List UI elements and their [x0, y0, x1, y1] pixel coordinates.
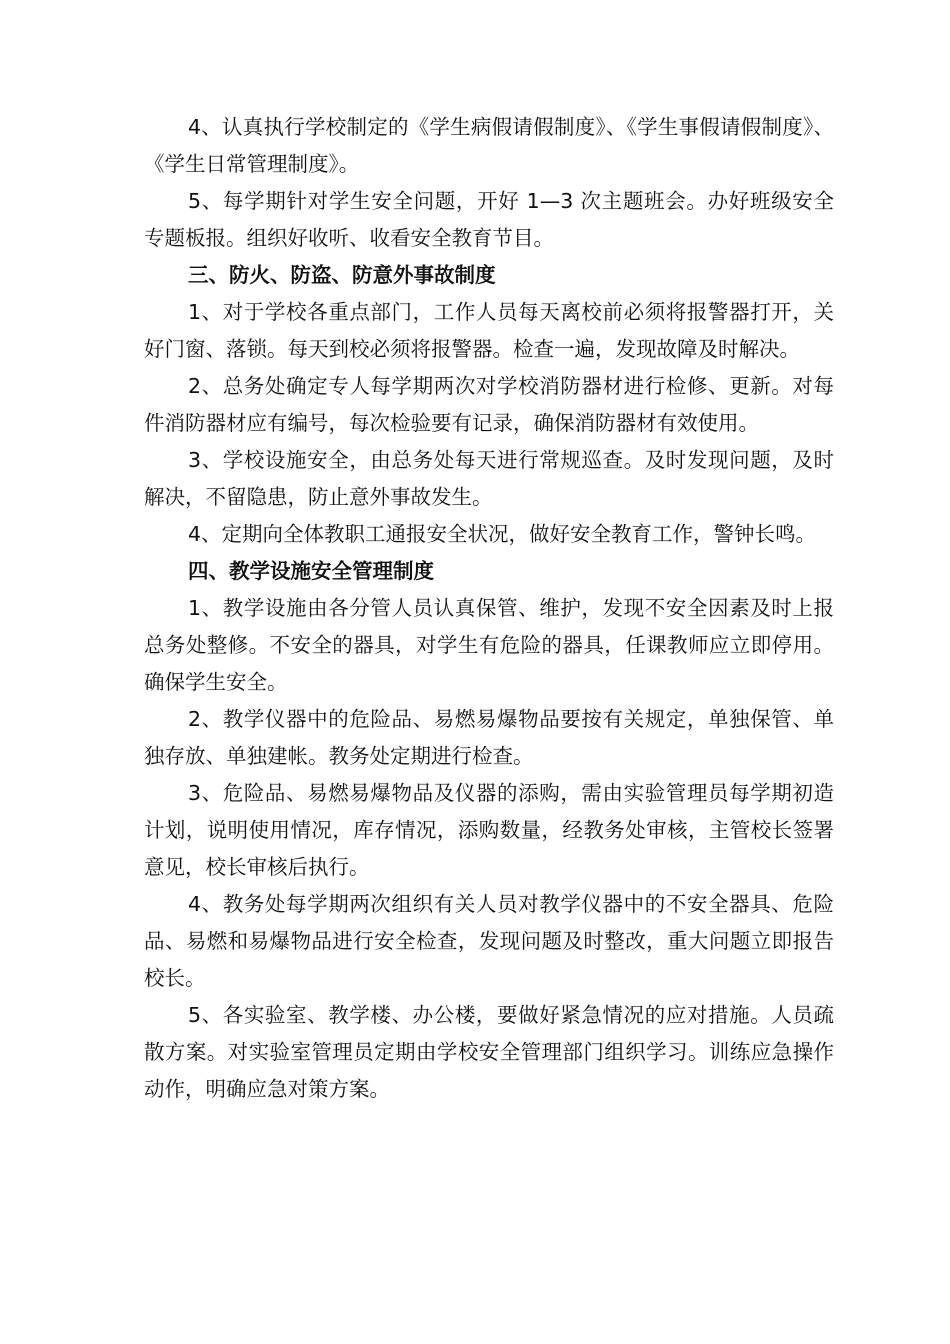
section-heading-3: 三、防火、防盗、防意外事故制度 — [188, 263, 496, 287]
paragraph-facility-inspection: 3、学校设施安全，由总务处每天进行常规巡查。及时发现问题，及时解决，不留隐患，防止意外事故发生。 — [144, 448, 834, 509]
paragraph-fire-equipment: 2、总务处确定专人每学期两次对学校消防器材进行检修、更新。对每件消防器材应有编号，每次检验要有记录，确保消防器材有效使用。 — [144, 374, 834, 435]
paragraph-emergency-plan: 5、各实验室、教学楼、办公楼，要做好紧急情况的应对措施。人员疏散方案。对实验室管理员定期由学校安全管理部门组织学习。训练应急操作动作，明确应急对策方案。 — [144, 1003, 834, 1101]
paragraph-alarm: 1、对于学校各重点部门，工作人员每天离校前必须将报警器打开，关好门窗、落锁。每天到校必须将报警器。检查一遍，发现故障及时解决。 — [144, 300, 834, 361]
paragraph-facility-maintenance: 1、教学设施由各分管人员认真保管、维护，发现不安全因素及时上报总务处整修。不安全的器具，对学生有危险的器具，任课教师应立即停用。确保学生安全。 — [144, 596, 834, 694]
paragraph-5-class-meetings: 5、每学期针对学生安全问题，开好 1—3 次主题班会。办好班级安全专题板报。组织好收听、收看安全教育节目。 — [144, 189, 834, 250]
paragraph-safety-inspection: 4、教务处每学期两次组织有关人员对教学仪器中的不安全器具、危险品、易燃和易爆物品进行安全检查，发现问题及时整改，重大问题立即报告校长。 — [144, 892, 834, 990]
paragraph-hazardous-storage: 2、教学仪器中的危险品、易燃易爆物品要按有关规定，单独保管、单独存放、单独建帐。教务处定期进行检查。 — [144, 707, 834, 768]
document-body — [144, 109, 834, 1108]
paragraph-4-sick-leave: 4、认真执行学校制定的《学生病假请假制度》、《学生事假请假制度》、《学生日常管理制度》。 — [144, 115, 834, 176]
section-heading-4: 四、教学设施安全管理制度 — [188, 559, 434, 583]
paragraph-safety-report: 4、定期向全体教职工通报安全状况，做好安全教育工作，警钟长鸣。 — [188, 522, 817, 546]
paragraph-procurement: 3、危险品、易燃易爆物品及仪器的添购，需由实验管理员每学期初造计划，说明使用情况，库存情况，添购数量，经教务处审核，主管校长签署意见，校长审核后执行。 — [144, 781, 834, 879]
